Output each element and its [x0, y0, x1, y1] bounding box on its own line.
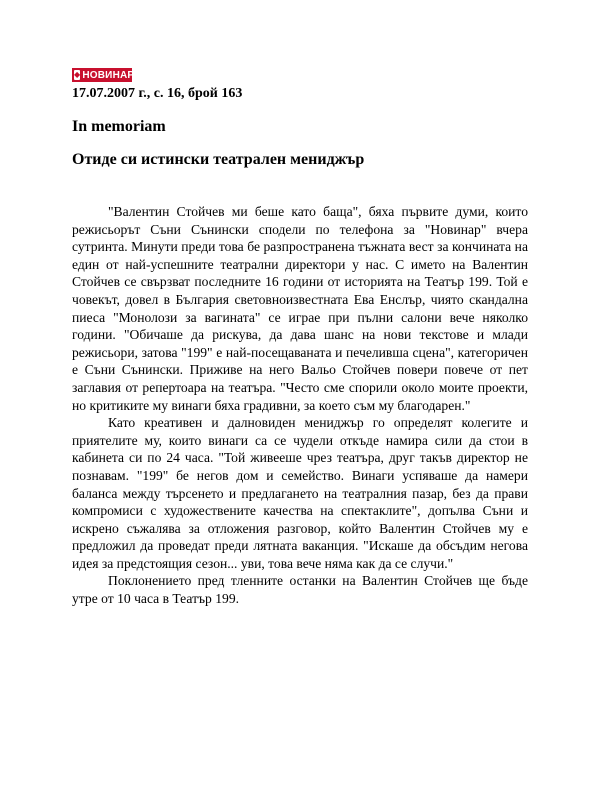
publication-date-line: 17.07.2007 г., с. 16, брой 163 [72, 86, 243, 101]
newspaper-logo [72, 68, 135, 82]
logo-text: НОВИНАР [82, 69, 135, 81]
article-paragraph-3: Поклонението пред тленните останки на Валентин Стойчев ще бъде утре от 10 часа в Театър 199. [72, 573, 528, 607]
rubric-label: In memoriam [72, 118, 166, 135]
article-headline: Отиде си истински театрален мениджър [72, 151, 365, 168]
article-paragraph-1: "Валентин Стойчев ми беше като баща", бяха първите думи, които режисьорът Съни Сънински сподели по телефона за "Новинар" вчера сутринта. Минути преди това бе разпространена тъжната вест за кончината на един от най-успешните театрални директори у нас. С името на Валентин Стойчев се свързват последните 16 години от историята на Театър 199. Той е човекът, довел в България световноизвестната Ева Енслър, чиято скандална пиеса "Монолози за вагината" се играе при пълни салони вече няколко години. "Обичаше да рискува, да дава шанс на нови текстове и млади режисьори, затова "199" е най-посещаваната и печеливша сцена", категоричен е Съни Сънински. Приживе на него Вальо Стойчев повери повече от пет заглавия от репертоара на театъра. "Често сме спорили около моите проекти, но критиките му винаги бяха градивни, за което съм му благодарен." [72, 204, 528, 413]
logo-mark-icon: ◆ [74, 70, 81, 79]
article-body [72, 203, 528, 608]
article-paragraph-2: Като креативен и далновиден мениджър го определят колегите и приятелите му, които винаги са се чудели откъде намира сили да стои в кабинета си по 24 часа. "Той живееше чрез театъра, друг такъв директор не познавам. "199" бе негов дом и семейство. Винаги успяваше да намери баланса между търсенето и предлагането на театралния пазар, без да прави компромиси с художествените качества на спектаклите", допълва Съни и искрено съжалява за отложения разговор, който Валентин Стойчев му е предложил да проведат преди лятната ваканция. "Искаше да обсъдим негова идея за предстоящия сезон... уви, това вече няма как да се случи." [72, 415, 528, 571]
